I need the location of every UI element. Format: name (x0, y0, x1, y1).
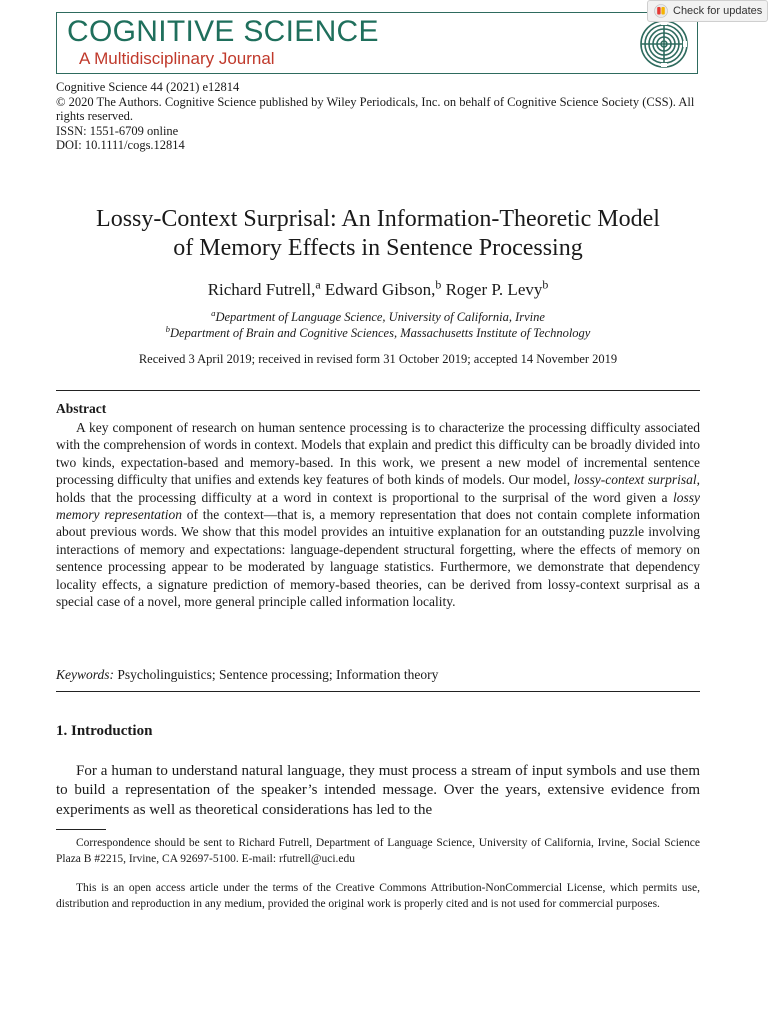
affiliation-text: Department of Brain and Cognitive Sciences, Massachusetts Institute of Technology (170, 326, 591, 340)
title-line-1: Lossy-Context Surprisal: An Information-Theoretic Model (96, 206, 660, 232)
issn-line: ISSN: 1551-6709 online (56, 123, 179, 138)
footnote-rule (56, 829, 106, 830)
author-affiliation-mark: b (435, 277, 442, 292)
received-dates: Received 3 April 2019; received in revised form 31 October 2019; accepted 14 November 2019 (138, 352, 618, 366)
affiliation-item (56, 309, 700, 325)
keywords-text: Psycholinguistics; Sentence processing; Information theory (117, 667, 439, 682)
abstract-emphasis: lossy memory representation (56, 489, 700, 523)
abstract-bottom-rule (56, 691, 700, 692)
license-footnote: This is an open access article under the terms of the Creative Commons Attribution-NonCommercial License, which permits use, distribution and reproduction in any medium, provided the original work is properly cited and is not used for commercial purposes. (56, 882, 700, 910)
abstract-top-rule (56, 390, 700, 391)
check-for-updates-icon (654, 4, 668, 18)
abstract-text: , holds that the processing difficulty at a word in context is proportional to the surprisal of the word given a (56, 472, 700, 505)
author-affiliation-mark: a (315, 277, 321, 292)
keywords-label: Keywords: (56, 667, 114, 682)
abstract-body (56, 419, 700, 610)
keywords (56, 667, 700, 683)
introduction-paragraph: For a human to understand natural language, they must process a stream of input symbols and use them to build a representation of the speaker’s intended message. Over the years, extensive evidence from experiments as well as theoretical considerations has led to the (56, 763, 700, 818)
abstract-text: of the context—that is, a memory representation that does not contain complete information about previous words. We show that this model provides an intuitive explanation for an outstanding puzzle involving interactions of memory and expectations: language-dependent structural forgetting, where the effects of memory on sentence processing appear to be moderated by language statistics. Furthermore, we demonstrate that dependency locality effects, a signature prediction of memory-based theories, can be derived from lossy-context surprisal as a special case of a novel, more general principle called information locality. (56, 507, 700, 610)
title-line-2: of Memory Effects in Sentence Processing (173, 235, 583, 261)
journal-name: COGNITIVE SCIENCE (67, 15, 379, 48)
affiliations (56, 309, 700, 341)
author-affiliation-mark: b (542, 277, 549, 292)
article-title (56, 205, 700, 263)
author-name: Roger P. Levy (445, 280, 543, 299)
abstract-text: A key component of research on human sentence processing is to characterize the processing difficulty associated with the comprehension of words in context. Models that explain and predict this difficulty can be broadly divided into two kinds, expectation-based and memory-based. In this work, we present a new model of incremental sentence processing difficulty that unifies and extends key features of both kinds of models. Our model, (56, 420, 700, 488)
section-heading: 1. Introduction (56, 723, 153, 739)
copyright-line: © 2020 The Authors. Cognitive Science published by Wiley Periodicals, Inc. on behalf of Cognitive Science Society (CSS). All rights reserved. (56, 94, 695, 123)
check-for-updates-button[interactable] (647, 0, 768, 22)
author-name: Richard Futrell, (207, 280, 316, 299)
labyrinth-logo-icon (639, 19, 689, 69)
affiliation-mark: b (165, 323, 171, 334)
citation-metadata (56, 80, 700, 153)
affiliation-mark: a (211, 307, 216, 318)
journal-subtitle: A Multidisciplinary Journal (79, 49, 275, 68)
correspondence-footnote: Correspondence should be sent to Richard Futrell, Department of Language Science, University of California, Irvine, Social Science Plaza B #2215, Irvine, CA 92697-5100. E-mail: rfutrell@uci.edu (56, 837, 700, 865)
affiliation-item (56, 325, 700, 341)
abstract-emphasis: lossy-context surprisal (573, 472, 697, 488)
affiliation-text: Department of Language Science, University of California, Irvine (215, 310, 545, 324)
journal-masthead (56, 12, 698, 74)
author-name: Edward Gibson, (324, 280, 436, 299)
check-for-updates-label: Check for updates (673, 5, 763, 17)
citation-line: Cognitive Science 44 (2021) e12814 (56, 80, 240, 94)
abstract-heading: Abstract (56, 401, 107, 416)
doi-line[interactable]: DOI: 10.1111/cogs.12814 (56, 138, 185, 152)
author-list (56, 277, 700, 300)
